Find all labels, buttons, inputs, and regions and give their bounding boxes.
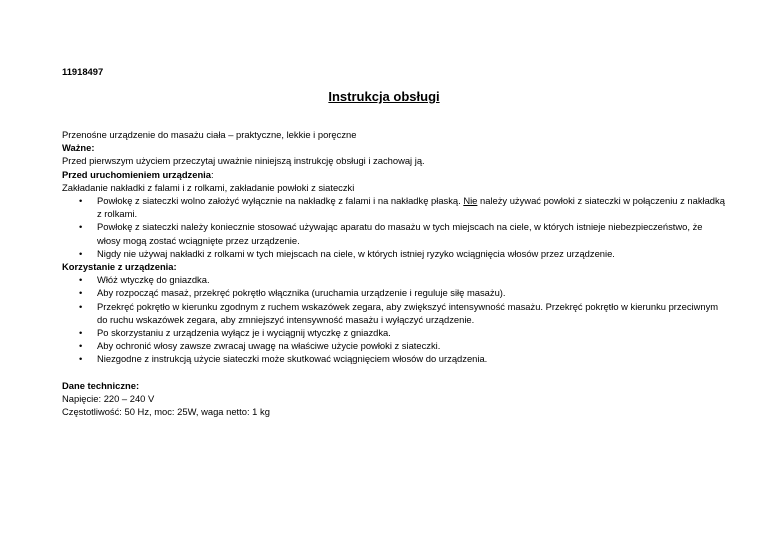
list-item-text: Po skorzystaniu z urządzenia wyłącz je i wyciągnij wtyczkę z gniazdka. (97, 327, 391, 339)
list-item (62, 273, 712, 286)
list-item (62, 339, 712, 352)
list-item-text: Niezgodne z instrukcją użycie siateczki może skutkować wciągnięciem włosów do urządzenia. (97, 353, 488, 365)
bullet-icon: • (79, 353, 83, 365)
list-item-text: Włóż wtyczkę do gniazdka. (97, 274, 210, 286)
usage-heading: Korzystanie z urządzenia: (62, 261, 177, 273)
list-item-text: Powłokę z siateczki należy koniecznie stosować używając aparatu do masażu w tych miejscach na ciele, w których istnieje niebezpieczeństwo, że (97, 221, 703, 233)
spacer (62, 366, 712, 379)
document-id: 11918497 (62, 66, 104, 77)
list-item-text: Przekręć pokrętło w kierunku zgodnym z ruchem wskazówek zegara, aby zwiększyć intensywność masażu. Przekręć pokrętło w kierunku przeciwnym (97, 300, 719, 312)
before-heading-colon: : (211, 168, 214, 180)
attach-list (62, 194, 725, 260)
list-item-text: należy używać powłoki z siateczki w połączeniu z nakładką (477, 195, 725, 207)
bullet-icon: • (79, 287, 83, 299)
bullet-icon: • (79, 340, 83, 352)
list-item-text: Aby ochronić włosy zawsze zwracaj uwagę na właściwe użycie powłoki z siateczki. (97, 340, 441, 352)
bullet-icon: • (79, 195, 83, 207)
list-item (62, 194, 725, 220)
list-item-text: Powłokę z siateczki wolno założyć wyłącznie na nakładkę z falami i na nakładkę płaską. (97, 195, 464, 207)
document-body (62, 128, 725, 418)
bullet-icon: • (79, 300, 83, 312)
list-item (62, 300, 719, 326)
voltage-text: Napięcie: 220 – 240 V (62, 393, 155, 405)
bullet-icon: • (79, 221, 83, 233)
attach-text: Zakładanie nakładki z falami i z rolkami, zakładanie powłoki z siateczki (62, 181, 355, 193)
list-item-text: włosy mogą zostać wciągnięte przez urządzenie. (97, 234, 300, 246)
usage-list (62, 273, 719, 365)
list-item-text: do ruchu wskazówek zegara, aby zmniejszyć intensywność masażu i wyłączyć urządzenie. (97, 313, 475, 325)
bullet-icon: • (79, 247, 83, 259)
important-heading: Ważne: (62, 142, 95, 154)
page-title: Instrukcja obsługi (328, 89, 440, 104)
list-item (62, 286, 712, 299)
list-item (62, 326, 712, 339)
list-item (62, 352, 712, 365)
tech-heading: Dane techniczne: (62, 379, 140, 391)
important-text: Przed pierwszym użyciem przeczytaj uważnie niniejszą instrukcję obsługi i zachowaj ją. (62, 155, 425, 167)
list-item-text: z rolkami. (97, 208, 138, 220)
before-heading: Przed uruchomieniem urządzenia (62, 168, 211, 180)
before-heading-line (62, 168, 712, 181)
list-item-text: Nigdy nie używaj nakładki z rolkami w tych miejscach na ciele, w których istniej ryzyko wciągnięcia włosów przez urządzenie. (97, 247, 615, 259)
list-item (62, 220, 712, 246)
specs-text: Częstotliwość: 50 Hz, moc: 25W, waga netto: 1 kg (62, 406, 270, 418)
intro-text: Przenośne urządzenie do masażu ciała – praktyczne, lekkie i poręczne (62, 129, 357, 140)
emphasis-text: Nie (463, 195, 478, 207)
bullet-icon: • (79, 327, 83, 339)
list-item (62, 247, 712, 260)
list-item-text: Aby rozpocząć masaż, przekręć pokrętło włącznika (uruchamia urządzenie i reguluje siłę masażu). (97, 287, 506, 299)
bullet-icon: • (79, 274, 83, 286)
